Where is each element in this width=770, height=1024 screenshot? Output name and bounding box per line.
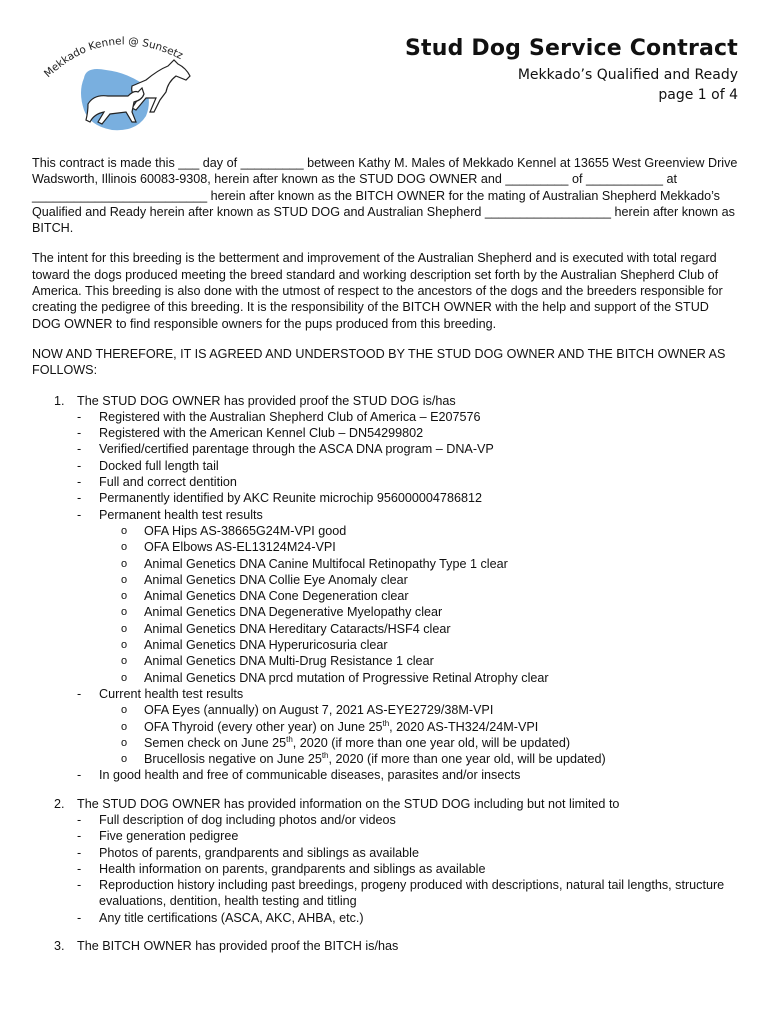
- list-item-text: Health information on parents, grandparents and siblings as available: [99, 861, 486, 876]
- dash-marker: -: [77, 878, 82, 893]
- sub-list-item-text: Animal Genetics DNA Collie Eye Anomaly clear: [144, 572, 408, 587]
- sub-list-item-text: Animal Genetics DNA Cone Degeneration clear: [144, 589, 409, 604]
- list-item: [32, 767, 738, 783]
- section-heading-text: The STUD DOG OWNER has provided information on the STUD DOG including but not limited to: [77, 796, 620, 811]
- circle-marker: o: [121, 704, 128, 717]
- document-subtitle: Mekkado’s Qualified and Ready: [517, 67, 738, 83]
- sub-list-item-text: OFA Eyes (annually) on August 7, 2021 AS-EYE2729/38M-VPI: [144, 703, 494, 718]
- list-item-text: Full and correct dentition: [99, 475, 237, 490]
- section-2-list: [32, 812, 738, 926]
- current-tests-list: [99, 702, 738, 767]
- sub-list-item-text: Animal Genetics DNA Canine Multifocal Retinopathy Type 1 clear: [144, 556, 508, 571]
- sub-list-item: [99, 653, 738, 669]
- dash-marker: -: [77, 475, 82, 490]
- circle-marker: o: [121, 573, 128, 586]
- sub-list-item: [99, 637, 738, 653]
- sub-list-item-text: Semen check on June 25: [144, 735, 287, 750]
- sub-list-item-text: , 2020 AS-TH324/24M-VPI: [389, 719, 539, 734]
- sub-list-item-text: Animal Genetics DNA Hyperuricosuria clear: [144, 638, 388, 653]
- list-item-text: Registered with the Australian Shepherd Club of America – E207576: [99, 409, 481, 424]
- sub-list-item: [99, 604, 738, 620]
- paragraph-intro: This contract is made this ___ day of _________ between Kathy M. Males of Mekkado Kennel at 13655 West Greenview Drive Wadsworth, Illinois 60083-9308, herein after known as the STUD DOG OWNER and _________ of ___________ at _________________________ herein after known as the BITCH OWNER for the mating of Australian Shepherd Mekkado’s Qualified and Ready herein after known as STUD DOG and Australian Shepherd __________________ herein after known as BITCH.: [32, 156, 738, 236]
- circle-marker: o: [121, 720, 128, 733]
- list-item-text: Docked full length tail: [99, 458, 219, 473]
- sub-list-item: [99, 670, 738, 686]
- list-item: [32, 441, 738, 457]
- list-item: [32, 425, 738, 441]
- list-item: [32, 686, 738, 767]
- list-item: [32, 828, 738, 844]
- sub-list-item-text: Animal Genetics DNA Multi-Drug Resistance 1 clear: [144, 654, 434, 669]
- dash-marker: -: [77, 829, 82, 844]
- list-item-text: Full description of dog including photos and/or videos: [99, 812, 396, 827]
- dash-marker: -: [77, 491, 82, 506]
- section-1: [32, 393, 738, 784]
- ordinal-suffix: th: [321, 750, 329, 760]
- dash-marker: -: [77, 812, 82, 827]
- list-item: [32, 474, 738, 490]
- circle-marker: o: [121, 655, 128, 668]
- sub-list-item: [99, 735, 738, 751]
- paragraph-agreement: NOW AND THEREFORE, IT IS AGREED AND UNDERSTOOD BY THE STUD DOG OWNER AND THE BITCH OWNER AS FOLLOWS:: [32, 346, 726, 378]
- sub-list-item: [99, 719, 738, 735]
- sub-list-item: [99, 539, 738, 555]
- kennel-logo: [28, 26, 208, 136]
- dash-marker: -: [77, 409, 82, 424]
- sub-list-item: [99, 751, 738, 767]
- section-3-heading: [32, 938, 738, 954]
- section-2: [32, 796, 738, 926]
- circle-marker: o: [121, 590, 128, 603]
- circle-marker: o: [121, 541, 128, 554]
- sub-list-item-text: OFA Elbows AS-EL13124M24-VPI: [144, 540, 336, 555]
- circle-marker: o: [121, 736, 128, 749]
- dash-marker: -: [77, 442, 82, 457]
- section-heading-text: The STUD DOG OWNER has provided proof the STUD DOG is/has: [77, 393, 456, 408]
- circle-marker: o: [121, 606, 128, 619]
- sub-list-item-text: , 2020 (if more than one year old, will be updated): [292, 735, 571, 750]
- list-item: [32, 910, 738, 926]
- circle-marker: o: [121, 639, 128, 652]
- list-item-text: Any title certifications (ASCA, AKC, AHBA, etc.): [99, 910, 364, 925]
- sub-list-item: [99, 523, 738, 539]
- list-item: [32, 861, 738, 877]
- sub-list-item-text: Animal Genetics DNA prcd mutation of Progressive Retinal Atrophy clear: [144, 670, 549, 685]
- list-item: [32, 409, 738, 425]
- list-item-text: Reproduction history including past breedings, progeny produced with descriptions, natural tail lengths, structure evaluations, dentition, health testing and titling: [99, 878, 725, 909]
- circle-marker: o: [121, 557, 128, 570]
- section-number: 3.: [54, 939, 65, 954]
- logo-arc-text: Mekkado Kennel @ Sunsetz: [41, 35, 185, 81]
- dash-marker: -: [77, 426, 82, 441]
- section-number: 1.: [54, 393, 65, 408]
- list-item-text: Five generation pedigree: [99, 829, 239, 844]
- document-header: [405, 36, 738, 103]
- paragraph-intent: The intent for this breeding is the betterment and improvement of the Australian Shepherd and is executed with total regard toward the dogs produced meeting the breed standard and working description set forth by the Australian Shepherd Club of America. This breeding is also done with the utmost of respect to the ancestors of the dogs and the breeders responsible for creating the pedigree of this breeding. It is the responsibility of the BITCH OWNER with the help and support of the STUD DOG OWNER to find responsible owners for the pups produced from this breeding.: [32, 251, 723, 331]
- circle-marker: o: [121, 524, 128, 537]
- dash-marker: -: [77, 861, 82, 876]
- section-2-heading: [32, 796, 738, 812]
- page-number: page 1 of 4: [658, 87, 738, 103]
- sub-list-item-text: Brucellosis negative on June 25: [144, 752, 322, 767]
- sub-list-item-text: Animal Genetics DNA Hereditary Cataracts/HSF4 clear: [144, 621, 451, 636]
- section-3: [32, 938, 738, 954]
- sub-list-item-text: OFA Thyroid (every other year) on June 25: [144, 719, 383, 734]
- document-title: Stud Dog Service Contract: [404, 36, 738, 61]
- section-heading-text: The BITCH OWNER has provided proof the BITCH is/has: [77, 939, 399, 954]
- list-item-text: Permanent health test results: [99, 507, 263, 522]
- list-item: [32, 458, 738, 474]
- list-item: [32, 490, 738, 506]
- sub-list-item: [99, 702, 738, 718]
- dash-marker: -: [77, 845, 82, 860]
- section-1-list: [32, 409, 738, 784]
- sub-list-item-text: OFA Hips AS-38665G24M-VPI good: [144, 523, 347, 538]
- list-item: [32, 845, 738, 861]
- list-item-text: Current health test results: [99, 686, 244, 701]
- sub-list-item: [99, 621, 738, 637]
- dash-marker: -: [77, 458, 82, 473]
- permanent-tests-list: [99, 523, 738, 686]
- section-number: 2.: [54, 796, 65, 811]
- contract-body: [32, 155, 738, 966]
- dash-marker: -: [77, 507, 82, 522]
- section-1-heading: [32, 393, 738, 409]
- dash-marker: -: [77, 768, 82, 783]
- sub-list-item: [99, 556, 738, 572]
- sub-list-item: [99, 588, 738, 604]
- list-item-text: In good health and free of communicable diseases, parasites and/or insects: [99, 768, 521, 783]
- dash-marker: -: [77, 910, 82, 925]
- list-item: [32, 877, 738, 910]
- list-item-text: Registered with the American Kennel Club – DN54299802: [99, 426, 424, 441]
- sub-list-item: [99, 572, 738, 588]
- circle-marker: o: [121, 622, 128, 635]
- list-item: [32, 812, 738, 828]
- ordinal-suffix: th: [286, 734, 293, 744]
- list-item: [32, 507, 738, 686]
- list-item-text: Permanently identified by AKC Reunite microchip 956000004786812: [99, 491, 482, 506]
- list-item-text: Verified/certified parentage through the ASCA DNA program – DNA-VP: [99, 442, 494, 457]
- sub-list-item-text: , 2020 (if more than one year old, will be updated): [328, 752, 606, 767]
- list-item-text: Photos of parents, grandparents and siblings as available: [99, 845, 419, 860]
- ordinal-suffix: th: [382, 718, 390, 728]
- circle-marker: o: [121, 671, 128, 684]
- dash-marker: -: [77, 686, 82, 701]
- circle-marker: o: [121, 753, 128, 766]
- sub-list-item-text: Animal Genetics DNA Degenerative Myelopathy clear: [144, 605, 443, 620]
